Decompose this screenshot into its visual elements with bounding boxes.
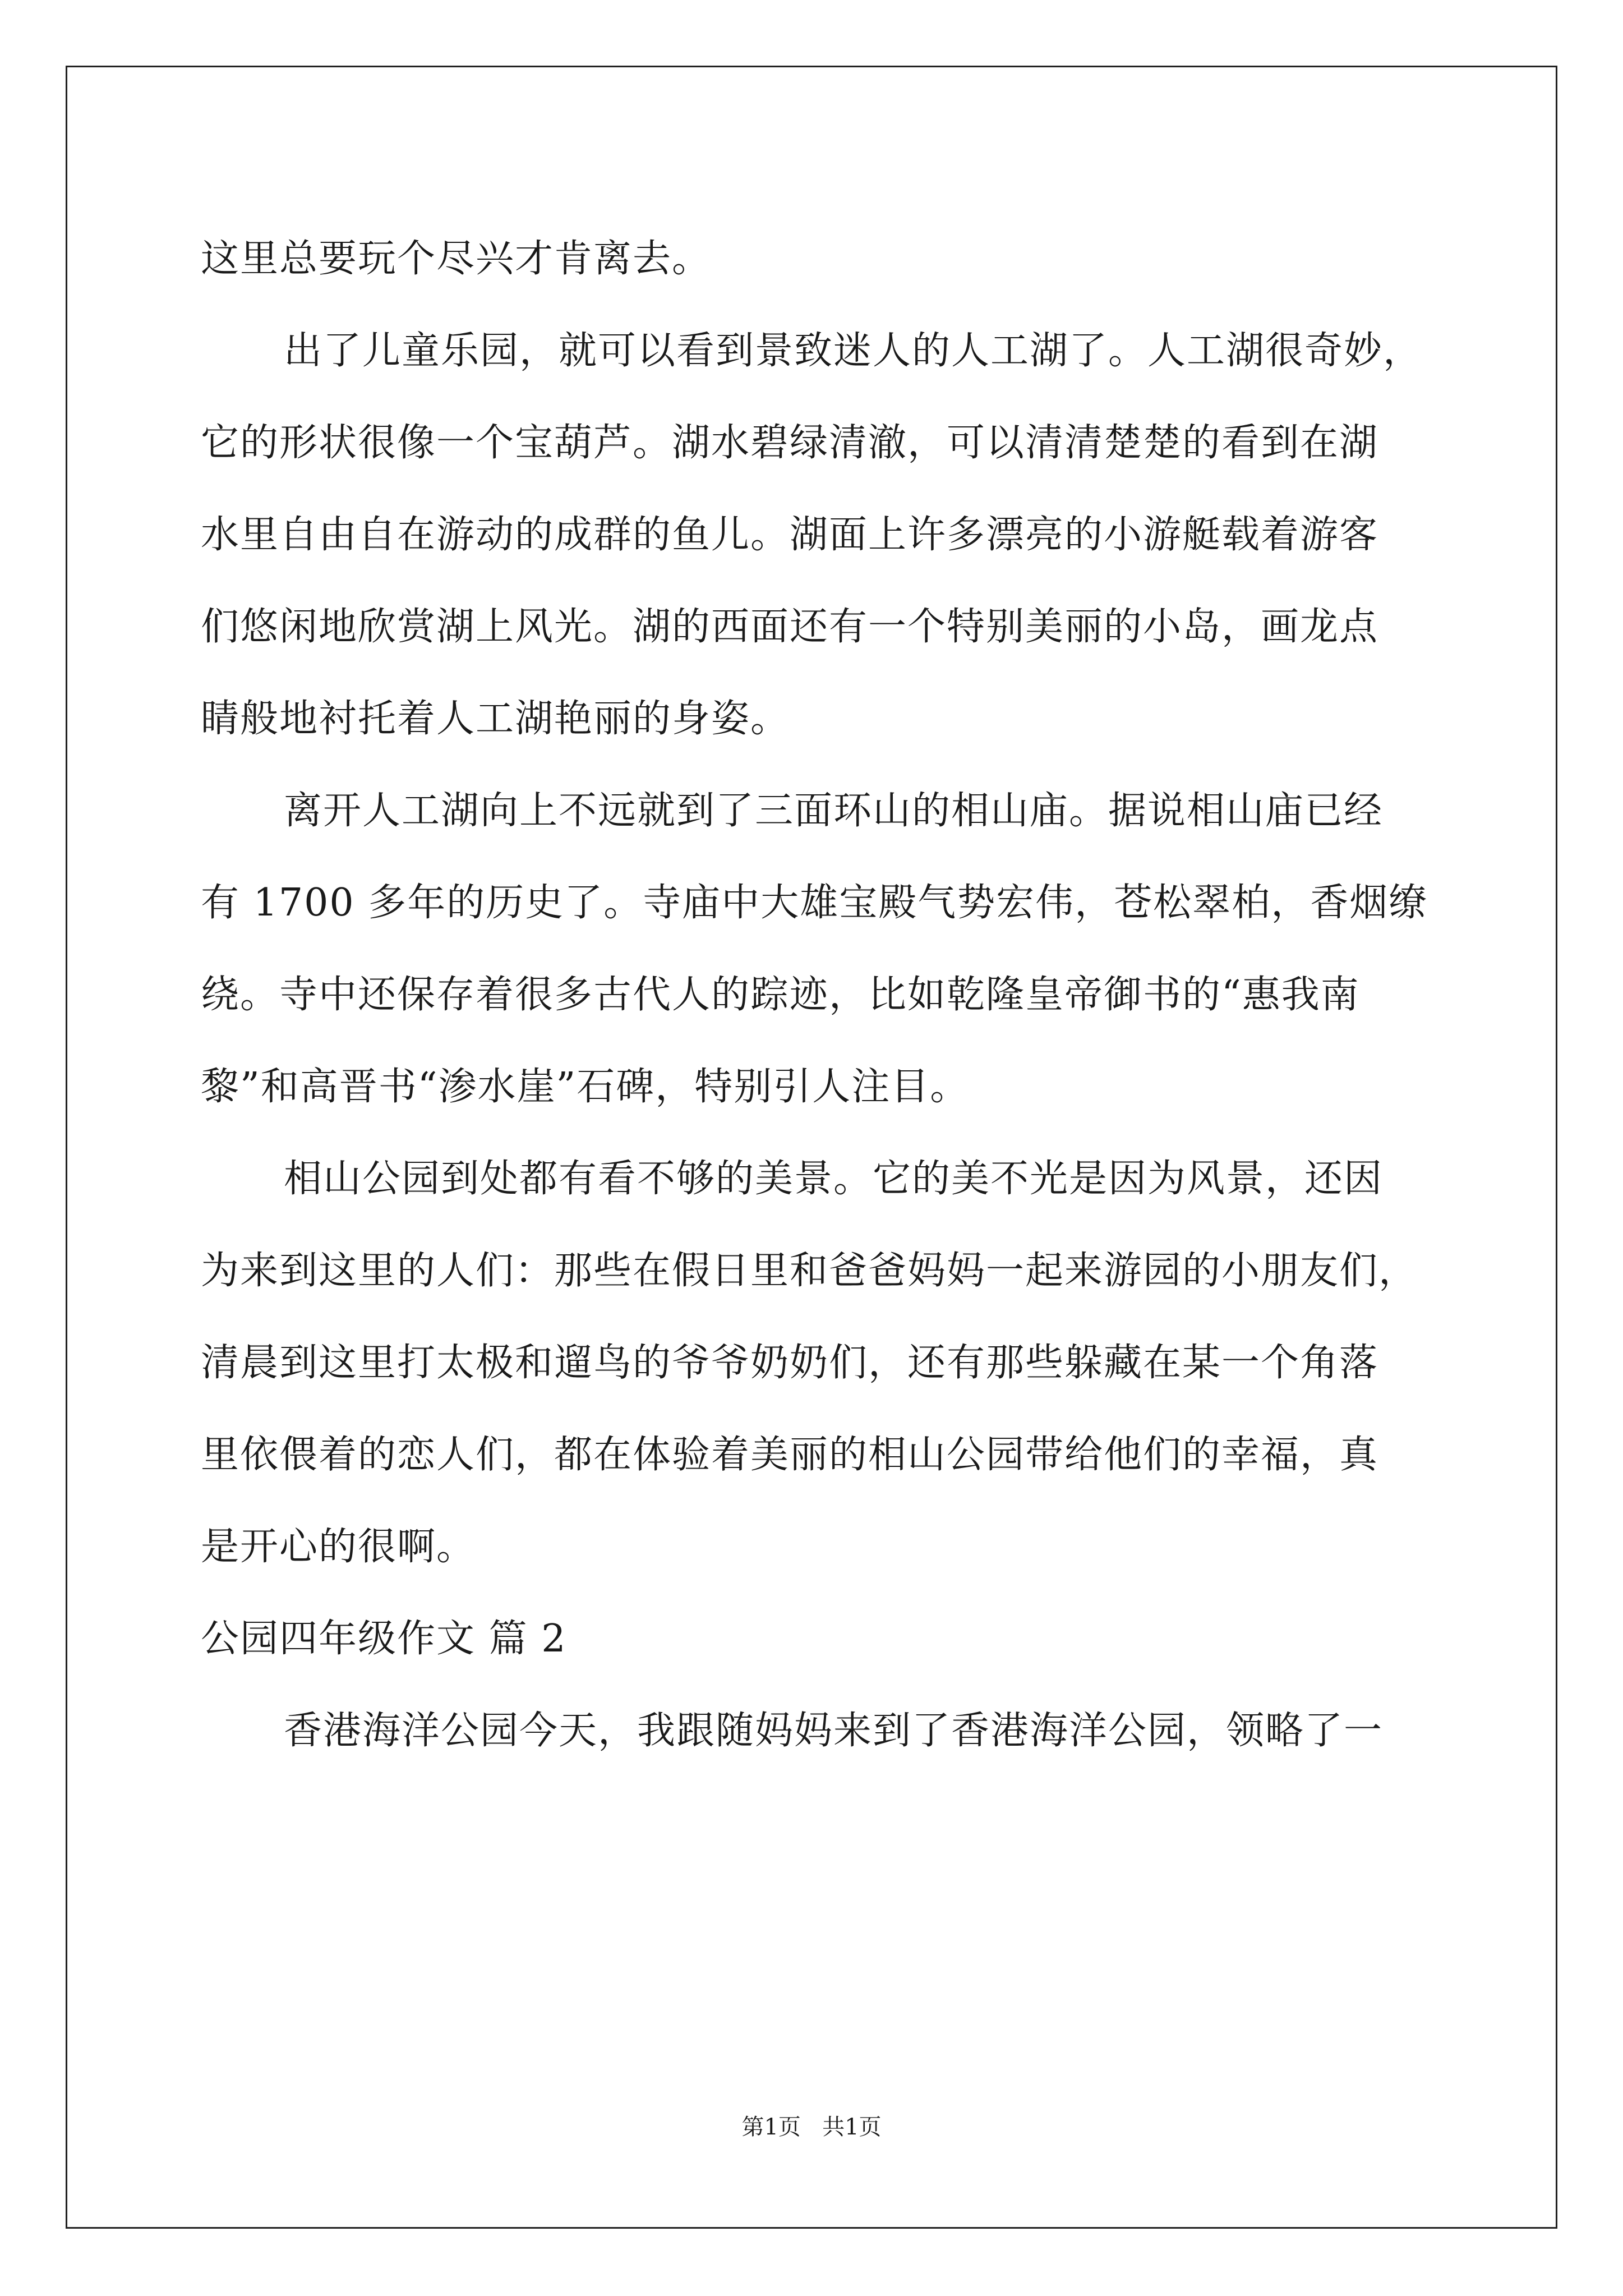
text-line: 水里自由自在游动的成群的鱼儿。湖面上许多漂亮的小游艇载着游客 [201,513,1379,557]
section-heading: 公园四年级作文 篇 2 [201,1617,567,1661]
paragraph-start: 离开人工湖向上不远就到了三面环山的相山庙。据说相山庙已经 [284,789,1384,833]
text-line: 有 1700 多年的历史了。寺庙中大雄宝殿气势宏伟，苍松翠柏，香烟缭 [201,881,1428,925]
paragraph-start: 出了儿童乐园，就可以看到景致迷人的人工湖了。人工湖很奇妙， [284,329,1423,373]
paragraph-start: 香港海洋公园今天，我跟随妈妈来到了香港海洋公园，领略了一 [284,1709,1384,1753]
text-line: 睛般地衬托着人工湖艳丽的身姿。 [201,697,790,741]
paragraph-start: 相山公园到处都有看不够的美景。它的美不光是因为风景，还因 [284,1157,1384,1201]
text-line: 这里总要玩个尽兴才肯离去。 [201,237,712,281]
text-line: 黎”和高晋书“渗水崖”石碑，特别引人注目。 [201,1065,970,1109]
text-line: 为来到这里的人们：那些在假日里和爸爸妈妈一起来游园的小朋友们， [201,1249,1418,1293]
text-line: 们悠闲地欣赏湖上风光。湖的西面还有一个特别美丽的小岛，画龙点 [201,605,1379,649]
page-footer [0,2110,1623,2144]
page-total: 共1页 [822,2114,882,2140]
text-line: 里依偎着的恋人们，都在体验着美丽的相山公园带给他们的幸福，真 [201,1433,1379,1477]
text-line: 清晨到这里打太极和遛鸟的爷爷奶奶们，还有那些躲藏在某一个角落 [201,1341,1379,1385]
page-number: 第1页 [741,2114,801,2140]
text-line: 是开心的很啊。 [201,1525,476,1569]
text-line: 绕。寺中还保存着很多古代人的踪迹，比如乾隆皇帝御书的“惠我南 [201,973,1360,1017]
document-body [201,213,1440,1777]
text-line: 它的形状很像一个宝葫芦。湖水碧绿清澈，可以清清楚楚的看到在湖 [201,421,1379,465]
